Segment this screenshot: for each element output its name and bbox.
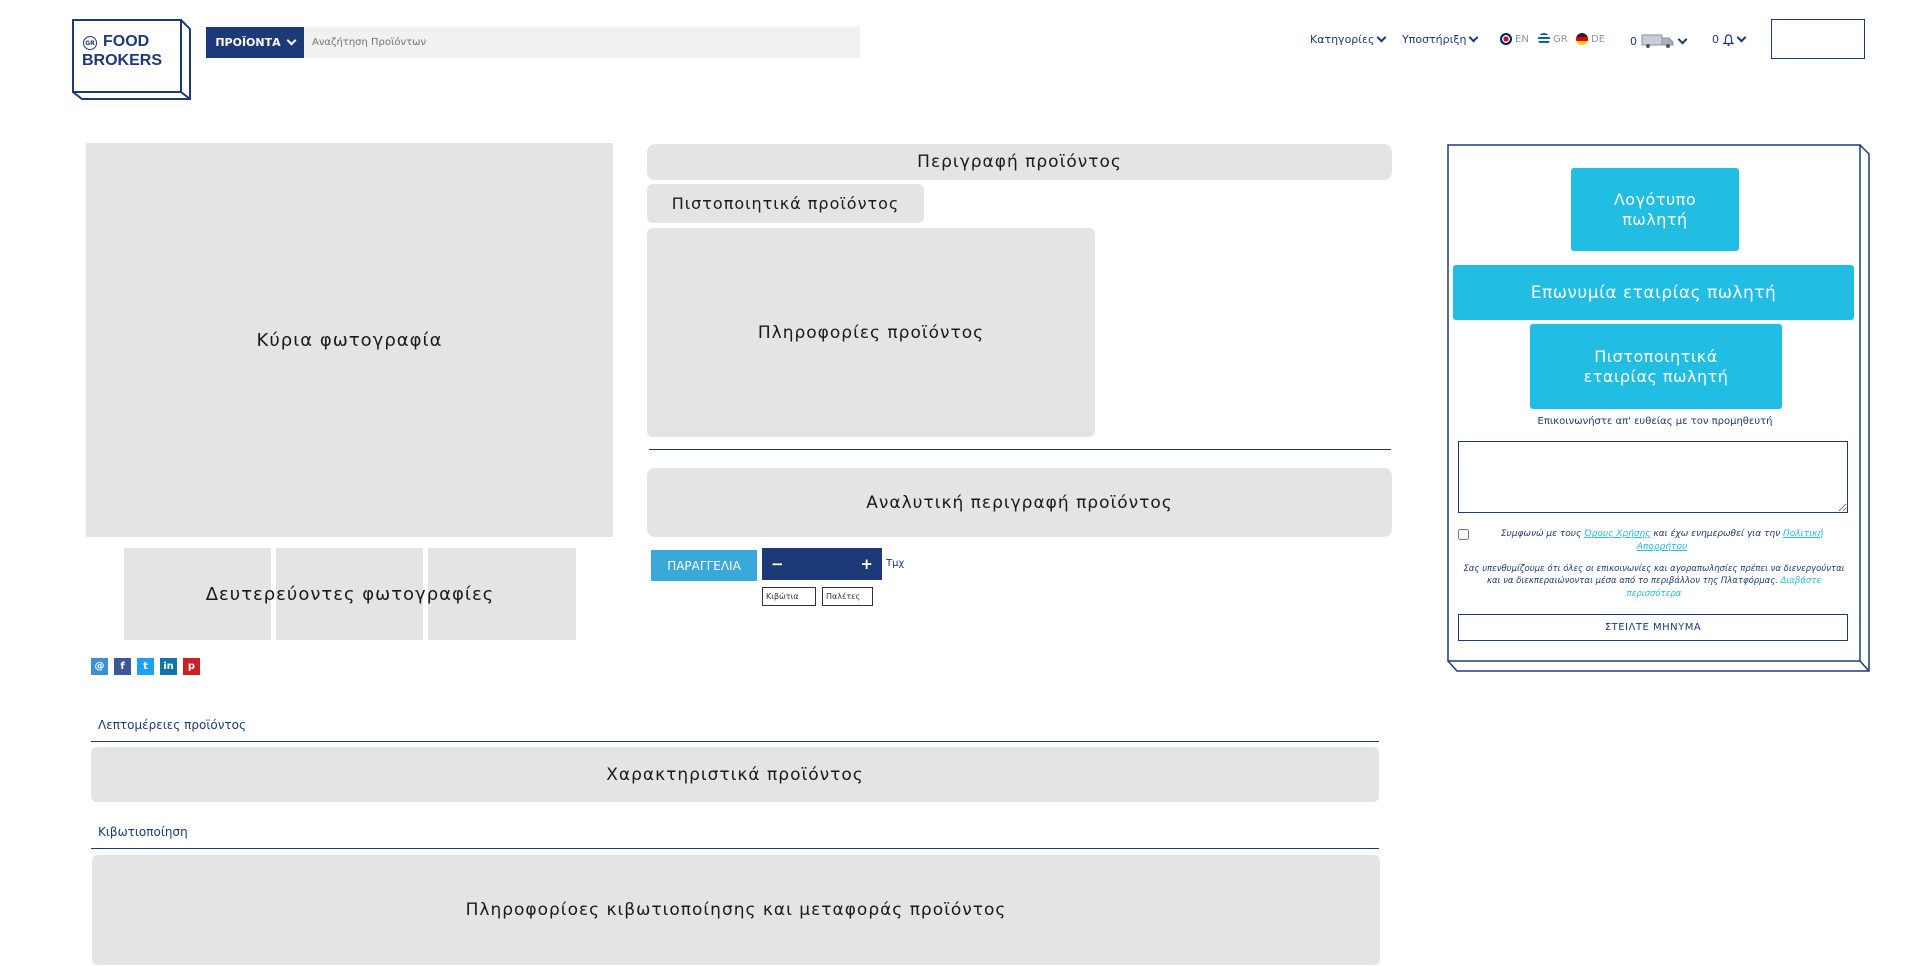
- product-certificates[interactable]: Πιστοποιητικά προϊόντος: [647, 184, 924, 223]
- notifications-button[interactable]: [1712, 33, 1745, 46]
- chevron-down-icon: [286, 36, 296, 46]
- secondary-photos-label: Δευτερεύοντες φωτογραφίες: [205, 583, 495, 605]
- logo-badge: GR: [83, 36, 97, 50]
- packaging-tab[interactable]: Κιβωτιοποίηση: [98, 825, 188, 839]
- divider: [649, 449, 1391, 450]
- language-en[interactable]: [1500, 33, 1529, 45]
- language-de[interactable]: [1576, 33, 1605, 45]
- chevron-down-icon: [1678, 34, 1688, 44]
- categories-menu-label: Κατηγορίες: [1310, 33, 1375, 46]
- product-description: Περιγραφή προϊόντος: [647, 144, 1392, 180]
- products-menu-label: ΠΡΟΪΟΝΤΑ: [215, 36, 281, 49]
- search-input[interactable]: [304, 27, 860, 58]
- logo-text-food: FOOD: [103, 33, 150, 50]
- product-details-tab[interactable]: Λεπτομέρειες προϊόντος: [98, 718, 247, 732]
- truck-icon: [1641, 33, 1675, 49]
- divider: [91, 741, 1379, 742]
- detailed-description: Αναλυτική περιγραφή προϊόντος: [647, 468, 1392, 537]
- platform-reminder: [1462, 563, 1846, 600]
- twitter-share-icon[interactable]: t: [137, 658, 154, 675]
- bell-icon: [1723, 34, 1734, 46]
- quantity-decrement-button[interactable]: −: [771, 555, 784, 573]
- logo-text-brokers: BROKERS: [82, 52, 163, 69]
- divider: [91, 848, 1379, 849]
- language-de-label: DE: [1591, 33, 1606, 45]
- pinterest-share-icon[interactable]: p: [183, 658, 200, 675]
- main-photo[interactable]: Κύρια φωτογραφία: [86, 143, 613, 537]
- seller-logo[interactable]: Λογότυπο πωλητή: [1571, 168, 1739, 251]
- terms-checkbox[interactable]: [1458, 529, 1469, 540]
- send-message-button[interactable]: ΣΤΕΙΛΤΕ ΜΗΝΥΜΑ: [1458, 614, 1848, 641]
- unit-pallets-button[interactable]: Παλέτες: [822, 587, 873, 606]
- terms-agreement: [1488, 528, 1836, 554]
- secondary-photos: [124, 548, 576, 640]
- cart-button[interactable]: [1630, 33, 1686, 49]
- terms-link[interactable]: Όρους Χρήσης: [1584, 529, 1651, 539]
- language-gr-label: GR: [1553, 33, 1568, 45]
- quantity-increment-button[interactable]: +: [860, 555, 873, 573]
- chevron-down-icon: [1377, 33, 1387, 43]
- linkedin-share-icon[interactable]: in: [160, 658, 177, 675]
- contact-prompt: Επικοινωνήστε απ' ευθείας με τον προμηθευτή: [1537, 416, 1773, 427]
- facebook-share-icon[interactable]: f: [114, 658, 131, 675]
- support-menu[interactable]: [1402, 33, 1477, 46]
- greece-flag-icon: [1538, 33, 1550, 45]
- product-characteristics: Χαρακτηριστικά προϊόντος: [91, 747, 1379, 802]
- social-share: [91, 658, 200, 675]
- products-menu-button[interactable]: [206, 27, 304, 58]
- account-box[interactable]: [1771, 19, 1865, 59]
- seller-company-name[interactable]: Επωνυμία εταιρίας πωλητή: [1453, 265, 1854, 320]
- order-button[interactable]: ΠΑΡΑΓΓΕΛΙΑ: [651, 550, 757, 581]
- seller-company-certificates[interactable]: Πιστοποιητικά εταιρίας πωλητή: [1530, 324, 1782, 409]
- uk-flag-icon: [1500, 33, 1512, 45]
- chevron-down-icon: [1469, 33, 1479, 43]
- categories-menu[interactable]: [1310, 33, 1385, 46]
- cart-count: 0: [1630, 34, 1637, 48]
- packaging-info: Πληροφορίοες κιβωτιοποίησης και μεταφοράς προϊόντος: [92, 855, 1380, 965]
- unit-label: Τμχ: [886, 558, 905, 569]
- read-more-link[interactable]: Διαβάστε περισσότερα: [1626, 576, 1822, 599]
- germany-flag-icon: [1576, 33, 1588, 45]
- product-info: Πληροφορίες προϊόντος: [647, 228, 1095, 437]
- message-textarea[interactable]: [1458, 441, 1848, 513]
- privacy-link[interactable]: Πολιτική Απορρήτου: [1636, 529, 1824, 553]
- notifications-count: 0: [1712, 33, 1719, 46]
- language-gr[interactable]: [1538, 33, 1568, 45]
- support-menu-label: Υποστήριξη: [1402, 33, 1467, 46]
- terms-middle: και έχω ενημερωθεί για την: [1653, 529, 1781, 539]
- site-logo[interactable]: [72, 19, 192, 101]
- email-share-icon[interactable]: @: [91, 658, 108, 675]
- quantity-stepper: [762, 548, 882, 580]
- language-en-label: EN: [1515, 33, 1529, 45]
- reminder-text: Σας υπενθυμίζουμε ότι όλες οι επικοινωνίες και αγοραπωλησίες πρέπει να διενεργούνται και να διεκπεραιώνονται μέσα από το περιβάλλον της Πλατφόρμας.: [1463, 564, 1845, 587]
- chevron-down-icon: [1737, 33, 1747, 43]
- terms-prefix: Συμφωνώ με τους: [1500, 529, 1582, 539]
- unit-boxes-button[interactable]: Κιβώτια: [762, 587, 816, 606]
